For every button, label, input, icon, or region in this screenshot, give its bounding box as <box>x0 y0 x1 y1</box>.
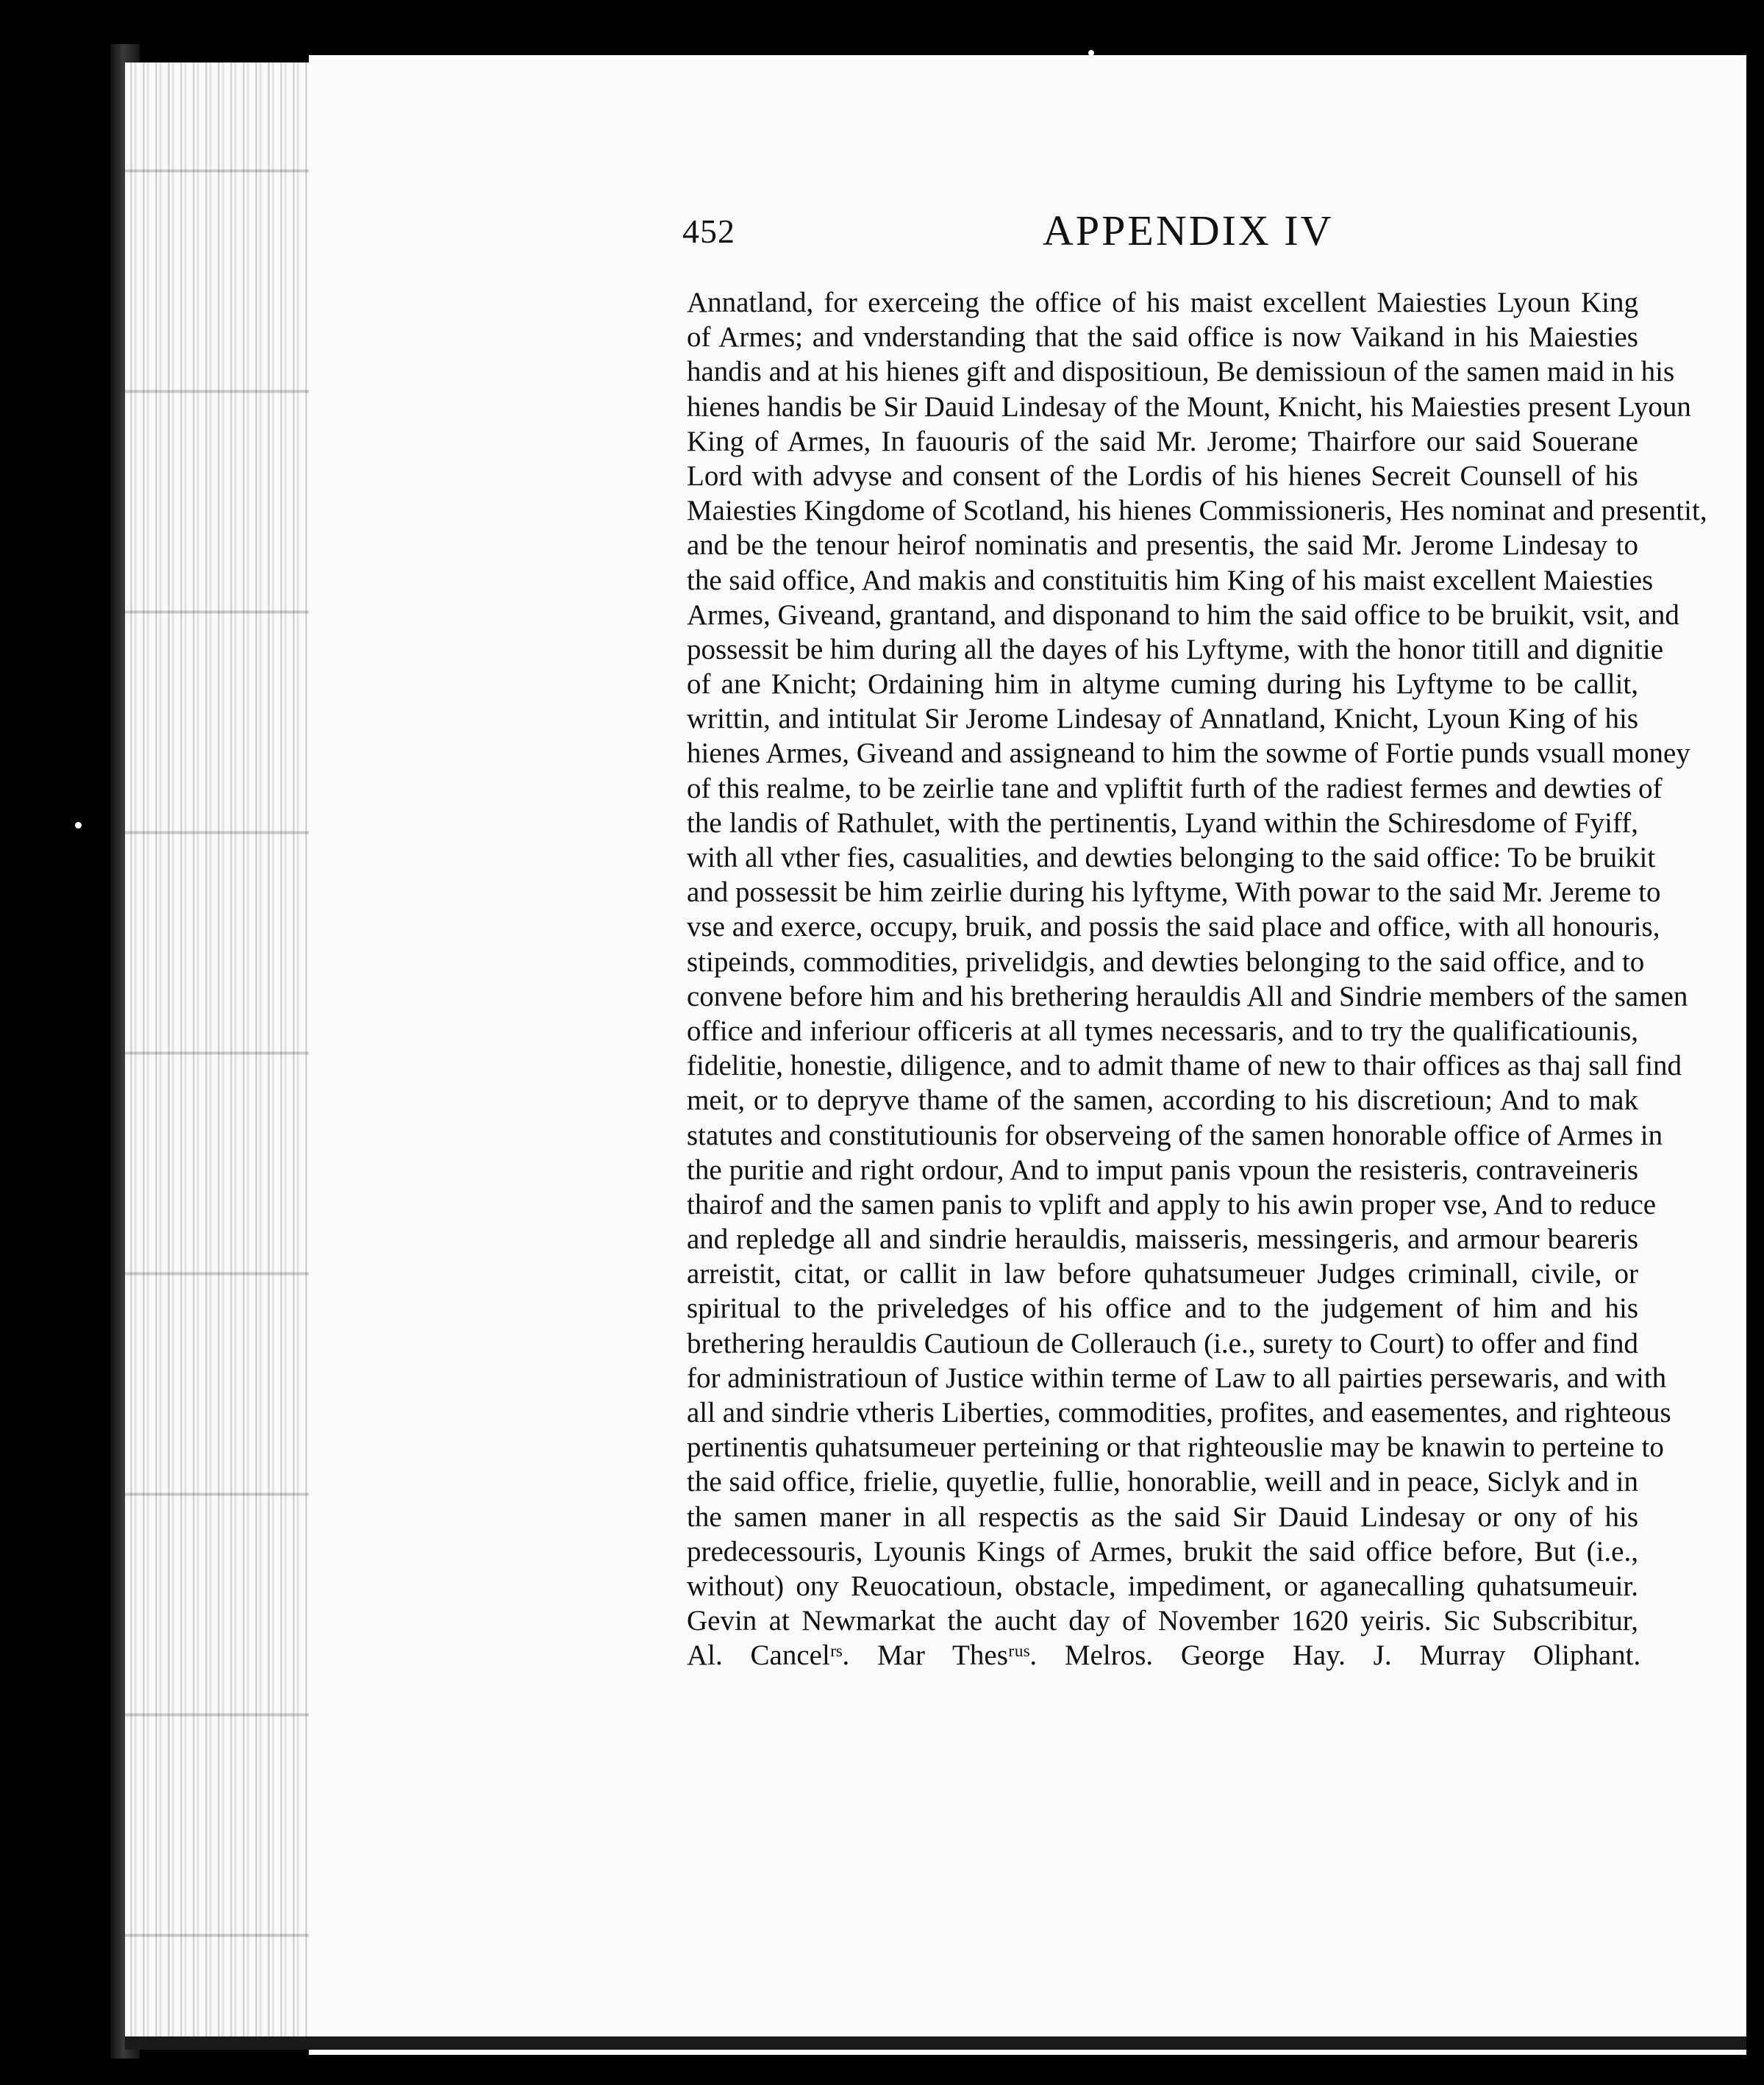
text-line: thairof and the samen panis to vplift and apply to his awin proper vse, And to reduce <box>687 1188 1657 1220</box>
text-line: Annatland, for exerceing the office of his maist excellent Maiesties Lyoun King <box>687 287 1638 318</box>
text-line: Lord with advyse and consent of the Lordis of his hienes Secreit Counsell of his <box>687 459 1638 492</box>
text-line: and possessit be him zeirlie during his lyftyme, With powar to the said Mr. Jereme to <box>687 876 1661 909</box>
text-line: all and sindrie vtheris Liberties, commodities, profites, and easementes, and righteous <box>687 1397 1671 1428</box>
text-line: fidelitie, honestie, diligence, and to admit thame of new to thair offices as thaj sall find <box>687 1050 1682 1082</box>
text-line: the said office, And makis and constituitis him King of his maist excellent Maiesties <box>687 564 1654 596</box>
text-line: brethering herauldis Cautioun de Collerauch (i.e., surety to Court) to offer and find <box>687 1327 1638 1359</box>
text-line: Gevin at Newmarkat the aucht day of November 1620 yeiris. Sic Subscribitur, <box>687 1605 1638 1637</box>
text-line: King of Armes, In fauouris of the said Mr. Jerome; Thairfore our said Souerane <box>687 425 1638 457</box>
text-line: writtin, and intitulat Sir Jerome Lindesay of Annatland, Knicht, Lyoun King of his <box>687 703 1638 735</box>
text-line: of ane Knicht; Ordaining him in altyme cuming during his Lyftyme to be callit, <box>687 668 1638 701</box>
signatures-line: Al. Cancelʳˢ. Mar Thesʳᵘˢ. Melros. George Hay. J. Murray Oliphant. <box>687 1639 1641 1672</box>
dust-speck <box>1088 50 1094 56</box>
page-header <box>682 206 1660 257</box>
text-line: pertinentis quhatsumeuer perteining or that righteouslie may be knawin to perteine to <box>687 1431 1664 1464</box>
text-line: convene before him and his brethering herauldis All and Sindrie members of the samen <box>687 980 1688 1012</box>
text-line: Maiesties Kingdome of Scotland, his hienes Commissioneris, Hes nominat and presentit, <box>687 495 1707 527</box>
text-line: of this realme, to be zeirlie tane and vpliftit furth of the radiest fermes and dewties of <box>687 772 1663 804</box>
text-line: the puritie and right ordour, And to imput panis vpoun the resisteris, contraveineris <box>687 1154 1638 1186</box>
text-line: stipeinds, commodities, privelidgis, and dewties belonging to the said office, and to <box>687 945 1645 978</box>
body-text <box>687 285 1707 1673</box>
text-line: for administratioun of Justice within terme of Law to all pairties persewaris, and with <box>687 1362 1667 1394</box>
running-head: APPENDIX IV <box>1043 207 1334 254</box>
text-line: the landis of Rathulet, with the pertinentis, Lyand within the Schiresdome of Fyiff, <box>687 807 1638 839</box>
text-line: arreistit, citat, or callit in law before quhatsumeuer Judges criminall, civile, or <box>687 1258 1638 1290</box>
text-line: the samen maner in all respectis as the said Sir Dauid Lindesay or ony of his <box>687 1501 1638 1533</box>
text-line: office and inferiour officeris at all tymes necessaris, and to try the qualificatiounis, <box>687 1015 1638 1047</box>
text-line: meit, or to depryve thame of the samen, according to his discretioun; And to mak <box>687 1084 1638 1117</box>
text-line: of Armes; and vnderstanding that the said office is now Vaikand in his Maiesties <box>687 321 1638 354</box>
text-line: Armes, Giveand, grantand, and disponand to him the said office to be bruikit, vsit, and <box>687 598 1679 631</box>
text-line: possessit be him during all the dayes of his Lyftyme, with the honor titill and dignitie <box>687 633 1663 665</box>
dust-speck <box>75 822 82 829</box>
page-shadow <box>125 2036 1746 2050</box>
text-line: without) ony Reuocatioun, obstacle, impediment, or aganecalling quhatsumeuir. <box>687 1570 1638 1602</box>
text-line: predecessouris, Lyounis Kings of Armes, brukit the said office before, But (i.e., <box>687 1535 1638 1567</box>
text-line: spiritual to the priveledges of his office and to the judgement of him and his <box>687 1292 1638 1325</box>
text-line: hienes handis be Sir Dauid Lindesay of the Mount, Knicht, his Maiesties present Lyoun <box>687 390 1691 423</box>
text-line: the said office, frielie, quyetlie, fullie, honorablie, weill and in peace, Siclyk and in <box>687 1466 1638 1498</box>
dust-speck <box>497 1562 501 1567</box>
page-edges <box>125 62 324 2040</box>
page-number: 452 <box>682 212 735 250</box>
text-line: handis and at his hienes gift and dispositioun, Be demissioun of the samen maid in his <box>687 356 1675 388</box>
text-line: and repledge all and sindrie herauldis, maisseris, messingeris, and armour beareris <box>687 1223 1638 1256</box>
text-line: with all vther fies, casualities, and dewties belonging to the said office: To be bruikit <box>687 842 1656 873</box>
text-line: hienes Armes, Giveand and assigneand to him the sowme of Fortie punds vsuall money <box>687 737 1690 770</box>
text-line: statutes and constitutiounis for observeing of the samen honorable office of Armes in <box>687 1119 1663 1151</box>
text-line: and be the tenour heirof nominatis and presentis, the said Mr. Jerome Lindesay to <box>687 529 1638 562</box>
text-line: vse and exerce, occupy, bruik, and possis the said place and office, with all honouris, <box>687 911 1660 943</box>
